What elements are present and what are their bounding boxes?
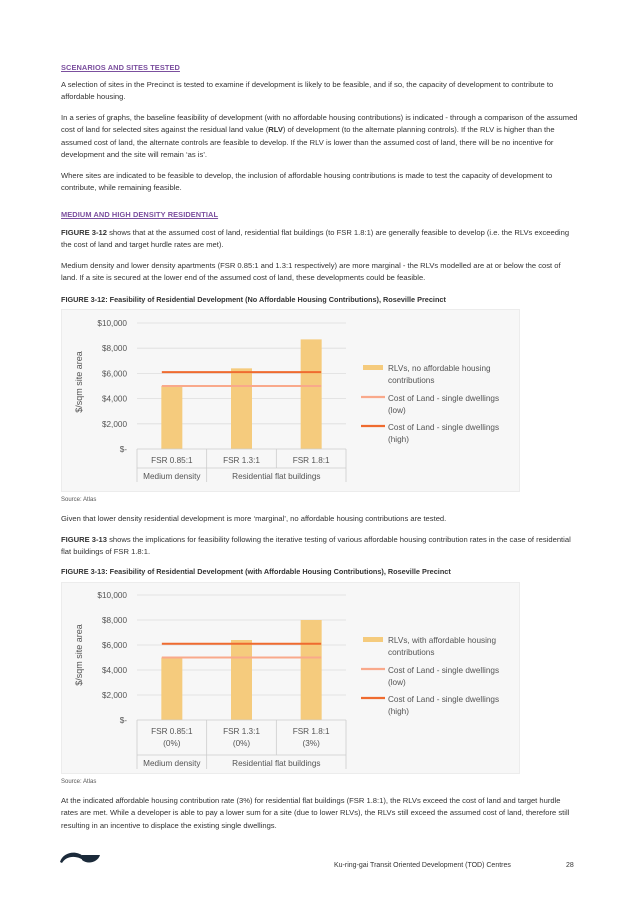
legend-label: (low)	[388, 406, 406, 415]
legend-label: (high)	[388, 435, 409, 444]
y-tick-label: $2,000	[101, 691, 127, 700]
x-tick-label: (0%)	[232, 739, 251, 748]
legend-label: Cost of Land - single dwellings	[388, 695, 500, 704]
paragraph-marginal: Given that lower density residential development is more ‘marginal’, no affordable housing contributions are tested.	[61, 514, 447, 523]
paragraph-conclusion: At the indicated affordable housing contribution rate (3%) for residential flat buildings (FSR 1.8:1), the RLVs exceed the cost of land and target hurdle rates are met. While a developer is able to pay a lower sum for a site (due to lower RLVs), the RLVs still exceed the assumed cost of land, therefore still resulting in an incentive to displace the existing single dwellings.	[61, 796, 570, 830]
legend-label: (low)	[388, 678, 406, 687]
paragraph-fig12-ref	[61, 227, 578, 252]
legend-label: (high)	[388, 707, 409, 716]
x-tick-label: FSR 1.3:1	[223, 727, 260, 736]
figure-3-12-title: FIGURE 3-12: Feasibility of Residential Development (No Affordable Housing Contributions), Roseville Precinct	[61, 295, 446, 304]
y-tick-label: $4,000	[101, 394, 127, 404]
y-tick-label: $6,000	[101, 641, 127, 650]
legend-label: RLVs, with affordable housing	[388, 636, 497, 645]
x-tick-label: FSR 1.8:1	[292, 727, 330, 736]
x-tick-label: FSR 0.85:1	[151, 456, 193, 465]
paragraph-medium-density: Medium density and lower density apartments (FSR 0.85:1 and 1.3:1 respectively) are more marginal - the RLVs modelled are at or below the cost of land. If a site is secured at the lower end of the assumed cost of land, these developments could be feasible.	[61, 261, 561, 283]
bar	[301, 620, 322, 720]
footer-title: Ku-ring-gai Transit Oriented Development (TOD) Centres	[334, 862, 511, 869]
legend-label: Cost of Land - single dwellings	[388, 666, 500, 675]
legend-swatch-bar	[363, 637, 383, 642]
section-heading-scenarios: SCENARIOS AND SITES TESTED	[61, 63, 180, 72]
legend-label: contributions	[388, 376, 435, 385]
rlv-term: RLV	[268, 125, 283, 135]
chart-figure-3-12	[61, 309, 520, 492]
paragraph-contributions: Where sites are indicated to be feasible to develop, the inclusion of affordable housing contributions is made to test the capacity of development to contribute, while remaining feasible.	[61, 171, 553, 193]
y-tick-label: $10,000	[97, 319, 127, 328]
legend-swatch-bar	[363, 365, 383, 370]
x-tick-label: FSR 1.8:1	[292, 456, 330, 465]
paragraph-fig13-ref	[61, 534, 578, 559]
paragraph-baseline	[61, 112, 578, 162]
figure-ref-3-12: FIGURE 3-12	[61, 228, 107, 237]
y-tick-label: $10,000	[97, 591, 127, 600]
y-tick-label: $-	[119, 445, 127, 454]
paragraph-fig13-text: shows the implications for feasibility following the iterative testing of various affordable housing contribution rates in the case of residential flat buildings of FSR 1.8:1.	[61, 535, 571, 557]
bar	[301, 339, 322, 449]
footer-page-number: 28	[566, 862, 574, 869]
figure-3-13-title: FIGURE 3-13: Feasibility of Residential Development (with Affordable Housing Contributions), Roseville Precinct	[61, 567, 451, 576]
y-tick-label: $-	[119, 716, 127, 725]
paragraph-fig12-text: shows that at the assumed cost of land, residential flat buildings (to FSR 1.8:1) are generally feasible to develop (i.e. the RLVs exceeding the cost of land and target hurdle rates are met).	[61, 228, 570, 250]
x-tick-label: FSR 1.3:1	[223, 456, 260, 465]
legend-label: RLVs, no affordable housing	[388, 364, 491, 373]
section-heading-medium-high: MEDIUM AND HIGH DENSITY RESIDENTIAL	[61, 210, 219, 219]
paragraph-intro: A selection of sites in the Precinct is tested to examine if development is likely to be feasible, and if so, the capacity of development to contribute to affordable housing.	[61, 80, 554, 102]
legend-label: contributions	[388, 648, 435, 657]
legend-label: Cost of Land - single dwellings	[388, 394, 500, 403]
x-tick-label: (0%)	[163, 739, 181, 748]
bar	[161, 386, 182, 449]
chart-figure-3-13	[61, 582, 520, 774]
group-label: Residential flat buildings	[232, 472, 321, 481]
bar	[231, 368, 252, 449]
y-axis-label: $/sqm site area	[74, 351, 84, 413]
figure-3-12-source: Source: Atlas	[61, 497, 97, 503]
bar	[231, 640, 252, 720]
atlas-logo-icon	[58, 846, 104, 866]
y-axis-label: $/sqm site area	[74, 624, 84, 686]
group-label: Medium density	[143, 759, 201, 768]
group-label: Medium density	[143, 472, 201, 481]
x-tick-label: (3%)	[302, 739, 320, 748]
y-tick-label: $6,000	[101, 369, 127, 379]
y-tick-label: $4,000	[101, 666, 127, 675]
chart-svg-3-12	[62, 310, 519, 491]
paragraph-baseline-part2: ) of development (to the alternate planning controls). If the RLV is higher than the assumed cost of land, the alternate controls are feasible to develop. If the RLV is lower than the assumed cost of land, there will be no incentive for development and the site will remain ‘as is’.	[61, 125, 555, 160]
legend-label: Cost of Land - single dwellings	[388, 423, 500, 432]
x-tick-label: FSR 0.85:1	[151, 727, 193, 736]
paragraph-baseline-part1: In a series of graphs, the baseline feasibility of development (with no affordable housing contributions) is indicated - through a comparison of the assumed cost of land for selected sites against the residual land value (	[61, 113, 578, 135]
group-label: Residential flat buildings	[232, 759, 321, 768]
y-tick-label: $2,000	[101, 419, 127, 429]
figure-ref-3-13: FIGURE 3-13	[61, 535, 107, 544]
y-tick-label: $8,000	[101, 344, 127, 354]
chart-svg-3-13	[62, 583, 519, 773]
y-tick-label: $8,000	[101, 616, 127, 625]
figure-3-13-source: Source: Atlas	[61, 779, 97, 785]
bar	[161, 658, 182, 721]
